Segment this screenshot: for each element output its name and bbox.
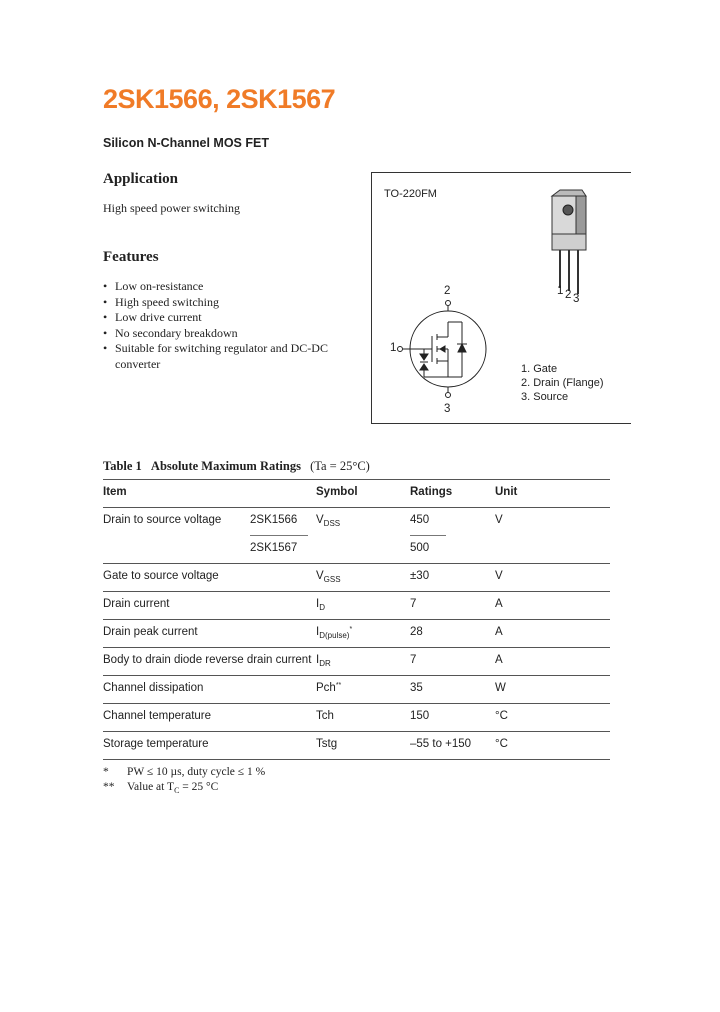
schem-pin-1: 1 [390,342,397,354]
note-mark-1: * [103,766,109,778]
row-rating: 28 [410,626,423,638]
pkg-pin-1: 1 [557,285,564,297]
schem-pin-3: 3 [444,403,451,415]
note-text-1: PW ≤ 10 µs, duty cycle ≤ 1 % [127,766,266,778]
row-symbol-id-pulse: $I_{D(pulse)}^*$ [316,626,353,640]
row-drain-current-item: Drain current [103,598,170,610]
feature-item: • Suitable for switching regulator and DC-DC converter [103,341,343,372]
row-rating: 150 [410,710,430,722]
table-name: Absolute Maximum Ratings [150,459,301,473]
row-rule [103,675,610,676]
row-unit: °C [495,710,508,722]
row-variant-2sk1566: 2SK1566 [250,514,298,526]
pin-legend [521,362,604,404]
row-symbol-vdss: $V_{DSS}$ [316,514,341,528]
application-heading: Application [103,171,179,187]
row-rating: 7 [410,654,417,666]
pin-legend-item: 3. Source [521,391,569,403]
row-rule [103,619,610,620]
features-heading: Features [103,249,159,265]
row-unit: W [495,682,506,694]
note-mark-2: ** [103,781,115,793]
row-rating-500: 500 [410,542,430,554]
row-unit: V [495,570,503,582]
row-storage-temperature-item: Storage temperature [103,738,209,750]
row-rating: 7 [410,598,417,610]
row-rating: –55 to +150 [410,738,472,750]
subtitle: Silicon N-Channel MOS FET [103,136,269,150]
table-title [103,459,370,474]
row-channel-dissipation-item: Channel dissipation [103,682,204,694]
row-gate-source-voltage-item: Gate to source voltage [103,570,219,582]
pin-legend-item: 2. Drain (Flange) [521,377,604,389]
mosfet-symbol-icon [398,301,487,398]
col-header-unit: Unit [495,486,518,498]
row-rule [103,591,610,592]
feature-item: • No secondary breakdown [103,326,343,342]
col-header-symbol: Symbol [316,486,358,498]
sub-rule [250,535,308,536]
page-title: 2SK1566, 2SK1567 [103,84,336,114]
row-symbol-pch: Pch** [316,682,342,694]
table-condition: (Ta = 25°C) [310,459,370,473]
features-list [103,279,343,372]
row-body-drain-diode-item: Body to drain diode reverse drain current [103,654,312,666]
sub-rule [410,535,446,536]
row-rule [103,563,610,564]
application-text: High speed power switching [103,201,240,215]
row-symbol-id: $I_D$ [316,598,325,612]
row-rating-450: 450 [410,514,430,526]
row-unit: A [495,598,503,610]
row-symbol-vgss: $V_{GSS}$ [316,570,341,584]
row-symbol-tstg: Tstg [316,738,338,750]
row-symbol-tch: Tch [316,710,334,722]
feature-item: • High speed switching [103,295,343,311]
pkg-pin-2: 2 [565,289,572,301]
row-variant-2sk1567: 2SK1567 [250,542,298,554]
mosfet-schematic [392,300,502,408]
row-unit-v: V [495,514,503,526]
row-symbol-idr: $I_{DR}$ [316,654,331,668]
table-number: Table 1 [103,459,142,473]
feature-item: • Low drive current [103,310,343,326]
row-unit: A [495,654,503,666]
col-header-item: Item [103,486,127,498]
schem-pin-2: 2 [444,285,451,297]
pin-legend-item: 1. Gate [521,363,558,375]
row-unit: °C [495,738,508,750]
row-rating: 35 [410,682,423,694]
table-bottom-rule [103,759,610,760]
header-rule [103,507,610,508]
to220fm-package-icon [552,190,586,294]
pkg-pin-3: 3 [573,293,580,305]
note-text-2: Value at $T_C = 25$ °C [127,781,219,795]
row-rule [103,703,610,704]
row-channel-temperature-item: Channel temperature [103,710,212,722]
feature-item: • Low on-resistance [103,279,343,295]
row-unit: A [495,626,503,638]
row-drain-peak-current-item: Drain peak current [103,626,198,638]
col-header-ratings: Ratings [410,486,453,498]
package-name: TO-220FM [384,188,437,200]
row-rule [103,731,610,732]
row-rating: ±30 [410,570,430,582]
row-drain-source-voltage-item: Drain to source voltage [103,514,222,526]
table-top-rule [103,479,610,480]
row-rule [103,647,610,648]
